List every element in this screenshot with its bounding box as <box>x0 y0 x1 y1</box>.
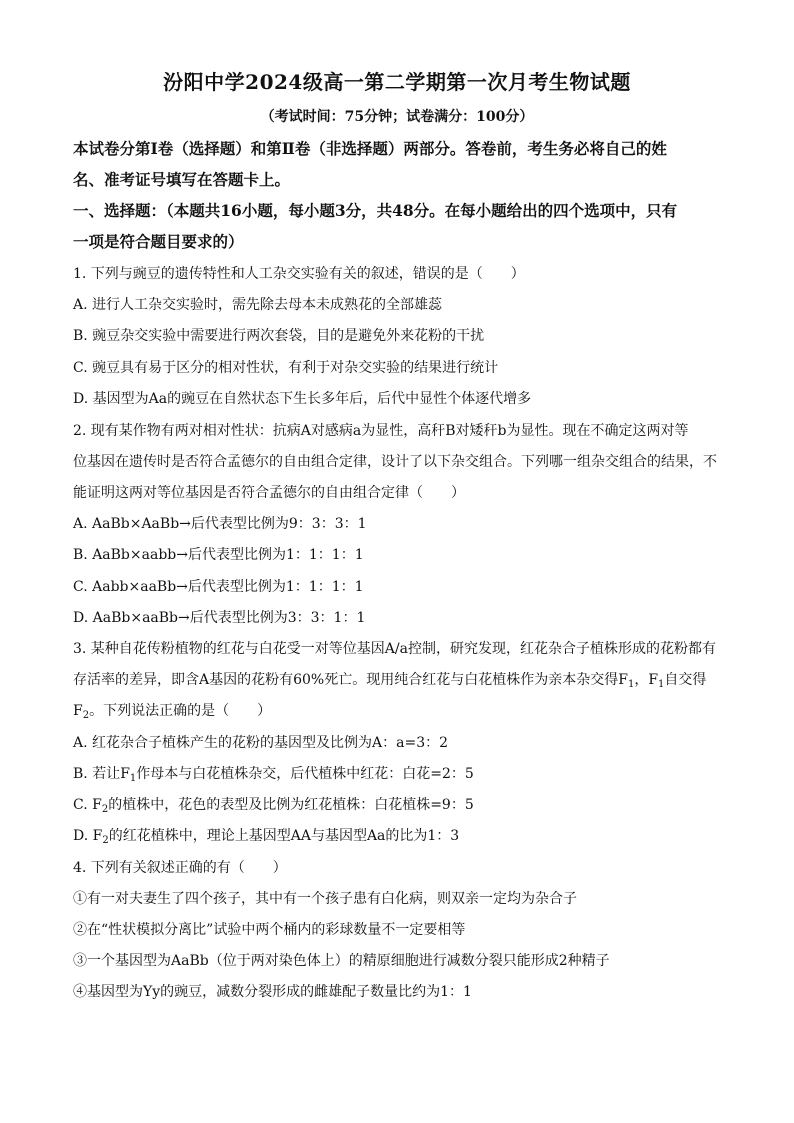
intro-line-1: 本试卷分第Ⅰ卷（选择题）和第Ⅱ卷（非选择题）两部分。答卷前，考生务必将自己的姓 <box>73 139 667 158</box>
q3-stem-line-1: 3. 某种自花传粉植物的红花与白花受一对等位基因A/a控制，研究发现，红花杂合子植株形成的花粉都有 <box>73 641 716 657</box>
intro-line-2: 名、准考证号填写在答题卡上。 <box>73 170 291 189</box>
q3-option-c: C. $F_2$的植株中，花色的表型及比例为红花植株：白花植株=9：5 <box>73 797 474 815</box>
q2-stem-line-3: 能证明这两对等位基因是否符合孟德尔的自由组合定律（ ） <box>73 485 465 501</box>
q3-stem-line-3: $F_2$。下列说法正确的是（ ） <box>73 703 272 721</box>
q4-statement-4: ④基因型为Yy的豌豆，减数分裂形成的雌雄配子数量比约为1：1 <box>73 984 472 1000</box>
q2-stem-line-1: 2. 现有某作物有两对相对性状：抗病A对感病a为显性，高秆B对矮秆b为显性。现在不确定这两对等 <box>73 423 689 439</box>
exam-time-info: （考试时间：75分钟；试卷满分：100分） <box>260 109 534 125</box>
q3-option-a: A. 红花杂合子植株产生的花粉的基因型及比例为A：a=3：2 <box>73 735 449 751</box>
q3-option-b: B. 若让$F_1$作母本与白花植株杂交，后代植株中红花：白花=2：5 <box>73 766 474 784</box>
q1-stem: 1. 下列与豌豆的遗传特性和人工杂交实验有关的叙述，错误的是（ ） <box>73 266 525 282</box>
q2-stem-line-2: 位基因在遗传时是否符合孟德尔的自由组合定律，设计了以下杂交组合。下列哪一组杂交组合的结果，不 <box>73 454 717 470</box>
q1-option-b: B. 豌豆杂交实验中需要进行两次套袋，目的是避免外来花粉的干扰 <box>73 328 485 344</box>
q2-option-c: C. Aabb×aaBb→后代表型比例为1：1：1：1 <box>73 579 364 595</box>
q4-statement-2: ②在“性状模拟分离比”试验中两个桶内的彩球数量不一定要相等 <box>73 922 466 938</box>
q4-stem: 4. 下列有关叙述正确的有（ ） <box>73 860 287 876</box>
q2-option-b: B. AaBb×aabb→后代表型比例为1：1：1：1 <box>73 547 364 563</box>
section-heading-line-1: 一、选择题：（本题共16小题，每小题3分，共48分。在每小题给出的四个选项中，只有 <box>73 201 678 220</box>
q3-option-d: D. $F_2$的红花植株中，理论上基因型AA与基因型Aa的比为1：3 <box>73 828 460 846</box>
q1-option-a: A. 进行人工杂交实验时，需先除去母本未成熟花的全部雄蕊 <box>73 297 443 313</box>
q1-option-d: D. 基因型为Aa的豌豆在自然状态下生长多年后，后代中显性个体逐代增多 <box>73 391 532 407</box>
q2-option-a: A. AaBb×AaBb→后代表型比例为9：3：3：1 <box>73 516 367 532</box>
q4-statement-3: ③一个基因型为AaBb（位于两对染色体上）的精原细胞进行减数分裂只能形成2种精子 <box>73 953 610 969</box>
q2-option-d: D. AaBb×aaBb→后代表型比例为3：3：1：1 <box>73 610 366 626</box>
exam-title: 汾阳中学2024级高一第二学期第一次月考生物试题 <box>163 70 631 94</box>
section-heading-line-2: 一项是符合题目要求的） <box>73 232 244 251</box>
q3-stem-line-2: 存活率的差异，即含A基因的花粉有60%死亡。现用纯合红花与白花植株作为亲本杂交得$F_1$，$F_1$自交得 <box>73 672 707 690</box>
q4-statement-1: ①有一对夫妻生了四个孩子，其中有一个孩子患有白化病，则双亲一定均为杂合子 <box>73 891 577 907</box>
q1-option-c: C. 豌豆具有易于区分的相对性状，有利于对杂交实验的结果进行统计 <box>73 360 499 376</box>
